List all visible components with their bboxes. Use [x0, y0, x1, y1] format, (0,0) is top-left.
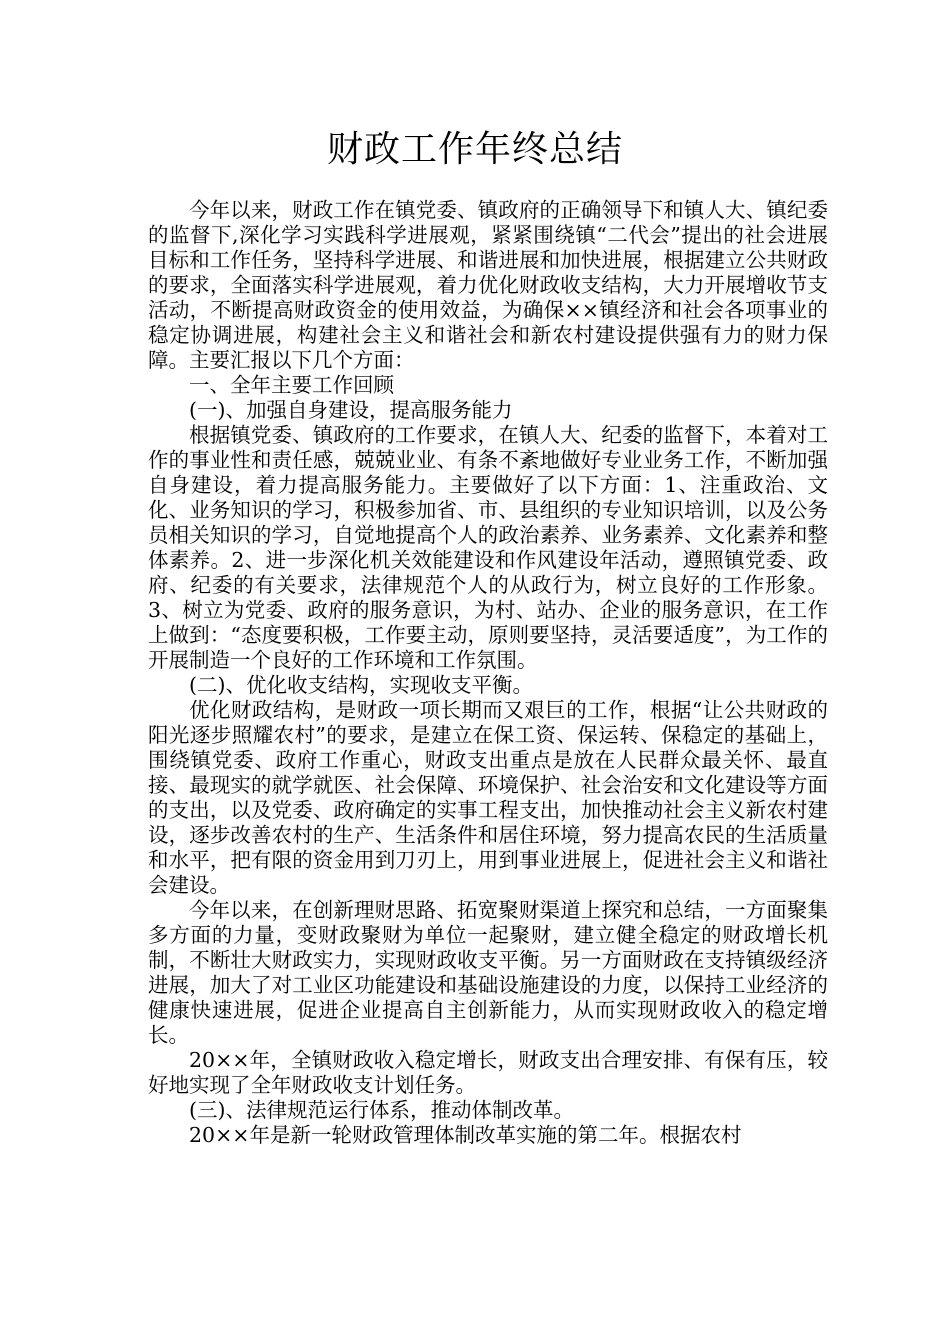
section-heading-1: 一、全年主要工作回顾: [189, 373, 394, 397]
paragraph-year-result: 20××年，全镇财政收入稳定增长，财政支出合理安排、有保有压，较好地实现了全年财政收支计划任务。: [148, 1048, 828, 1097]
paragraph-reform: 20××年是新一轮财政管理体制改革实施的第二年。根据农村: [189, 1123, 742, 1147]
paragraph-revenue-ideas: 今年以来，在创新理财思路、拓宽聚财渠道上探究和总结，一方面聚集多方面的力量，变财政聚财为单位一起聚财，建立健全稳定的财政增长机制，不断壮大财政实力，实现财政收支平衡。另一方面财政在支持镇级经济进展，加大了对工业区功能建设和基础设施建设的力度，以保持工业经济的健康快速进展，促进企业提高自主创新能力，从而实现财政收入的稳定增长。: [148, 898, 828, 1047]
subsection-heading-3: (三)、法律规范运行体系，推动体制改革。: [189, 1098, 574, 1122]
paragraph-self-building: 根据镇党委、镇政府的工作要求，在镇人大、纪委的监督下，本着对工作的事业性和责任感，兢兢业业、有条不紊地做好专业业务工作，不断加强自身建设，着力提高服务能力。主要做好了以下方面：1、注重政治、文化、业务知识的学习，积极参加省、市、县组织的专业知识培训，以及公务员相关知识的学习，自觉地提高个人的政治素养、业务素养、文化素养和整体素养。2、进一步深化机关效能建设和作风建设年活动，遵照镇党委、政府、纪委的有关要求，法律规范个人的从政行为，树立良好的工作形象。3、树立为党委、政府的服务意识，为村、站办、企业的服务意识，在工作上做到：“态度要积极，工作要主动，原则要坚持，灵活要适度”，为工作的开展制造一个良好的工作环境和工作氛围。: [148, 423, 828, 672]
document-body: [148, 198, 828, 1148]
subsection-heading-1: (一)、加强自身建设，提高服务能力: [189, 398, 513, 422]
subsection-heading-2: (二)、优化收支结构，实现收支平衡。: [189, 673, 533, 697]
document-title: 财政工作年终总结: [326, 129, 623, 170]
paragraph-optimize-structure: 优化财政结构，是财政一项长期而又艰巨的工作，根据“让公共财政的阳光逐步照耀农村”的要求，是建立在保工资、保运转、保稳定的基础上，围绕镇党委、政府工作重心，财政支出重点是放在人民群众最关怀、最直接、最现实的就学就医、社会保障、环境保护、社会治安和文化建设等方面的支出，以及党委、政府确定的实事工程支出，加快推动社会主义新农村建设，逐步改善农村的生产、生活条件和居住环境，努力提高农民的生活质量和水平，把有限的资金用到刀刃上，用到事业进展上，促进社会主义和谐社会建设。: [148, 698, 828, 897]
paragraph-intro: 今年以来，财政工作在镇党委、镇政府的正确领导下和镇人大、镇纪委的监督下,深化学习实践科学进展观，紧紧围绕镇“二代会”提出的社会进展目标和工作任务，坚持科学进展、和谐进展和加快进展，根据建立公共财政的要求，全面落实科学进展观，着力优化财政收支结构，大力开展增收节支活动，不断提高财政资金的使用效益，为确保××镇经济和社会各项事业的稳定协调进展，构建社会主义和谐社会和新农村建设提供强有力的财力保障。主要汇报以下几个方面：: [148, 198, 828, 372]
